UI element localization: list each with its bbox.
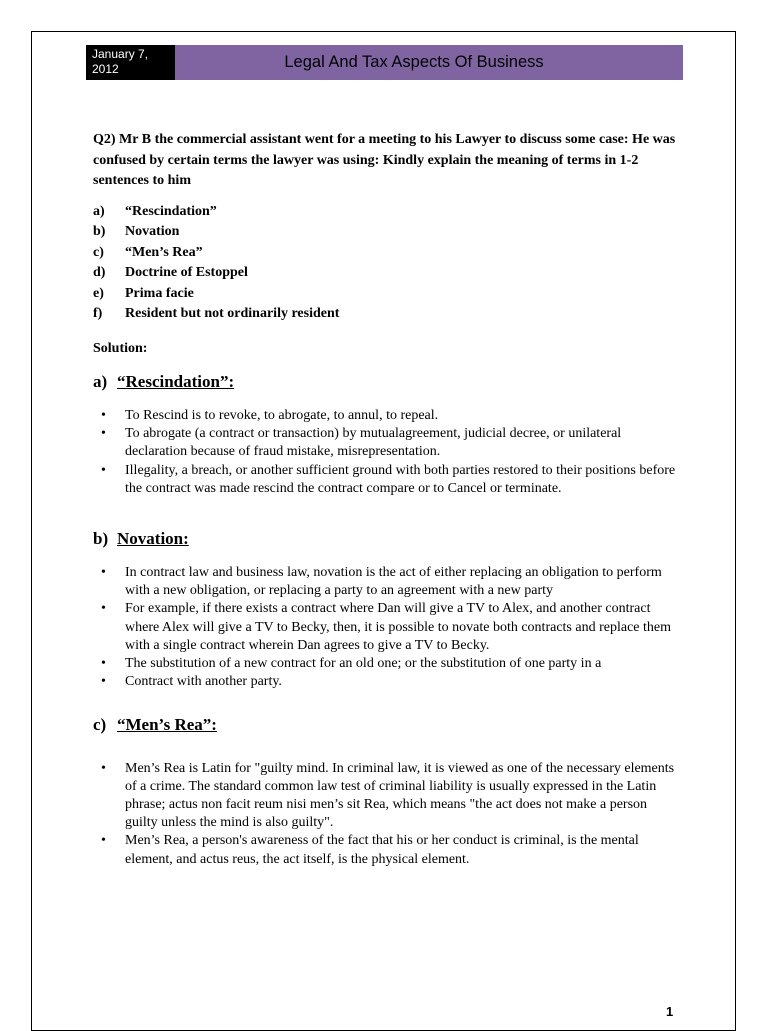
section-heading-rescindation [93, 371, 683, 393]
bullet-text: The substitution of a new contract for an old one; or the substitution of one party in a [125, 656, 602, 672]
option-letter: f) [93, 306, 103, 322]
list-item [93, 407, 683, 425]
bullet-icon [93, 564, 125, 600]
bullet-icon [93, 673, 125, 691]
bullet-list [93, 407, 683, 498]
section-heading-novation [93, 528, 683, 550]
bullet-text: For example, if there exists a contract where Dan will give a TV to Alex, and another contract where Alex will give a TV to Becky, then, it is possible to novate both contracts and replace them with a single contract wherein Dan agrees to give a TV to Becky. [125, 601, 671, 653]
question-text: Q2) Mr B the commercial assistant went for a meeting to his Lawyer to discuss some case: He was confused by certain terms the lawyer was using: Kindly explain the meaning of terms in 1-2 sentences to him [93, 132, 676, 188]
option-letter: c) [93, 244, 104, 260]
option-item [93, 263, 683, 284]
bullet-list [93, 564, 683, 691]
bullet-text: To abrogate (a contract or transaction) by mutualagreement, judicial decree, or unilateral declaration because of fraud mistake, misrepresentation. [125, 426, 622, 460]
page-number: 1 [666, 1004, 674, 1019]
header-date: January 7, 2012 [86, 45, 175, 80]
bullet-icon [93, 462, 125, 498]
option-text: Doctrine of Estoppel [125, 265, 248, 281]
bullet-text: Men’s Rea, a person's awareness of the fact that his or her conduct is criminal, is the mental element, and actus reus, the act itself, is the physical element. [125, 833, 639, 867]
section-letter: b) [93, 529, 109, 549]
list-item [93, 655, 683, 673]
option-text: “Men’s Rea” [125, 244, 203, 260]
bullet-text: Men’s Rea is Latin for "guilty mind. In criminal law, it is viewed as one of the necessary elements of a crime. The standard common law test of criminal liability is usually expressed in the Latin phrase; actus non facit reum nisi men’s sit Rea, which means "the act does not make a person guilty unless the mind is also guilty". [125, 760, 675, 831]
bullet-text: To Rescind is to revoke, to abrogate, to annul, to repeal. [125, 408, 439, 424]
bullet-icon [93, 655, 125, 673]
bullet-text: Illegality, a breach, or another sufficient ground with both parties restored to their positions before the contract was made rescind the contract compare or to Cancel or terminate. [125, 462, 676, 496]
list-item [93, 673, 683, 691]
bullet-icon [93, 600, 125, 655]
option-letter: b) [93, 224, 106, 240]
section-title: “Men’s Rea”: [117, 714, 217, 734]
bullet-icon [93, 407, 125, 425]
list-item [93, 564, 683, 600]
list-item [93, 425, 683, 461]
option-text: Novation [125, 224, 180, 240]
page-header [86, 45, 683, 80]
options-list [93, 202, 683, 326]
section-heading-mens-rea [93, 714, 683, 736]
section-title: “Rescindation”: [117, 372, 235, 392]
bullet-icon [93, 760, 125, 833]
option-text: Prima facie [125, 285, 194, 301]
option-item [93, 304, 683, 325]
option-letter: e) [93, 285, 104, 301]
option-letter: d) [93, 265, 106, 281]
section-letter: c) [93, 714, 107, 734]
list-item [93, 832, 683, 868]
option-item [93, 202, 683, 223]
bullet-icon [93, 832, 125, 868]
option-text: Resident but not ordinarily resident [125, 306, 340, 322]
bullet-text: In contract law and business law, novation is the act of either replacing an obligation to perform with a new obligation, or replacing a party to an agreement with a new party [125, 565, 662, 599]
bullet-icon [93, 425, 125, 461]
option-text: “Rescindation” [125, 203, 217, 219]
section-title: Novation: [117, 529, 189, 549]
bullet-text: Contract with another party. [125, 674, 282, 690]
option-letter: a) [93, 203, 105, 219]
document-body [93, 130, 683, 869]
list-item [93, 760, 683, 833]
option-item [93, 222, 683, 243]
section-letter: a) [93, 372, 108, 392]
header-title: Legal And Tax Aspects Of Business [175, 45, 683, 80]
solution-label: Solution: [93, 341, 148, 357]
bullet-list [93, 760, 683, 869]
option-item [93, 243, 683, 264]
list-item [93, 462, 683, 498]
option-item [93, 284, 683, 305]
list-item [93, 600, 683, 655]
